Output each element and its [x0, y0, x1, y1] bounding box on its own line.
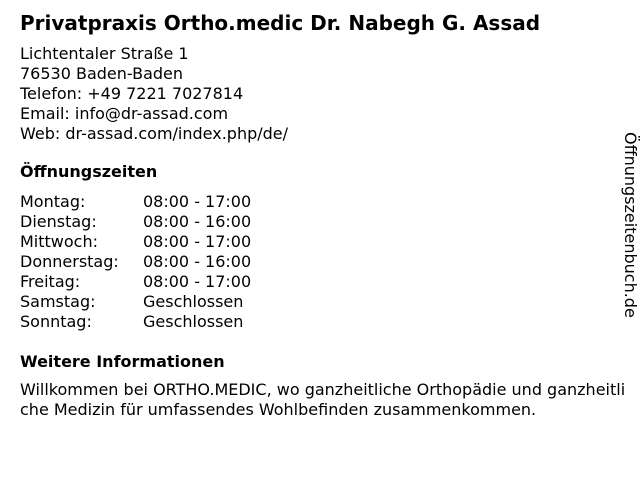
hours-value: Geschlossen	[143, 292, 244, 311]
opening-hours-heading: Öffnungszeiten	[20, 162, 158, 181]
hours-value: 08:00 - 16:00	[143, 252, 252, 271]
street-text: Lichtentaler Straße 1	[20, 44, 189, 63]
day-label: Donnerstag:	[20, 252, 119, 271]
day-label: Mittwoch:	[20, 232, 98, 251]
hours-row-monday	[20, 192, 610, 212]
web-text: Web: dr-assad.com/index.php/de/	[20, 124, 289, 143]
hours-value: 08:00 - 17:00	[143, 232, 252, 251]
day-label: Samstag:	[20, 292, 96, 311]
watermark-text: Öffnungszeitenbuch.de	[621, 132, 640, 318]
phone-text: Telefon: +49 7221 7027814	[20, 84, 244, 103]
hours-value: 08:00 - 17:00	[143, 272, 252, 291]
day-label: Sonntag:	[20, 312, 92, 331]
hours-row-friday	[20, 272, 610, 292]
hours-value: Geschlossen	[143, 312, 244, 331]
day-label: Dienstag:	[20, 212, 97, 231]
hours-value: 08:00 - 17:00	[143, 192, 252, 211]
more-info-text: Willkommen bei ORTHO.MEDIC, wo ganzheitliche Orthopädie und ganzheitliche Medizin für umfassendes Wohlbefinden zusammenkommen.	[20, 380, 626, 419]
business-card	[20, 10, 626, 420]
city-text: 76530 Baden-Baden	[20, 64, 184, 83]
page-title: Privatpraxis Ortho.medic Dr. Nabegh G. Assad	[20, 11, 541, 35]
opening-hours-table	[20, 192, 610, 332]
email-text: Email: info@dr-assad.com	[20, 104, 229, 123]
hours-row-tuesday	[20, 212, 610, 232]
day-label: Freitag:	[20, 272, 81, 291]
address-block	[20, 44, 610, 144]
hours-row-wednesday	[20, 232, 610, 252]
day-label: Montag:	[20, 192, 86, 211]
hours-row-thursday	[20, 252, 610, 272]
hours-row-sunday	[20, 312, 610, 332]
hours-row-saturday	[20, 292, 610, 312]
hours-value: 08:00 - 16:00	[143, 212, 252, 231]
more-info-heading: Weitere Informationen	[20, 352, 225, 371]
